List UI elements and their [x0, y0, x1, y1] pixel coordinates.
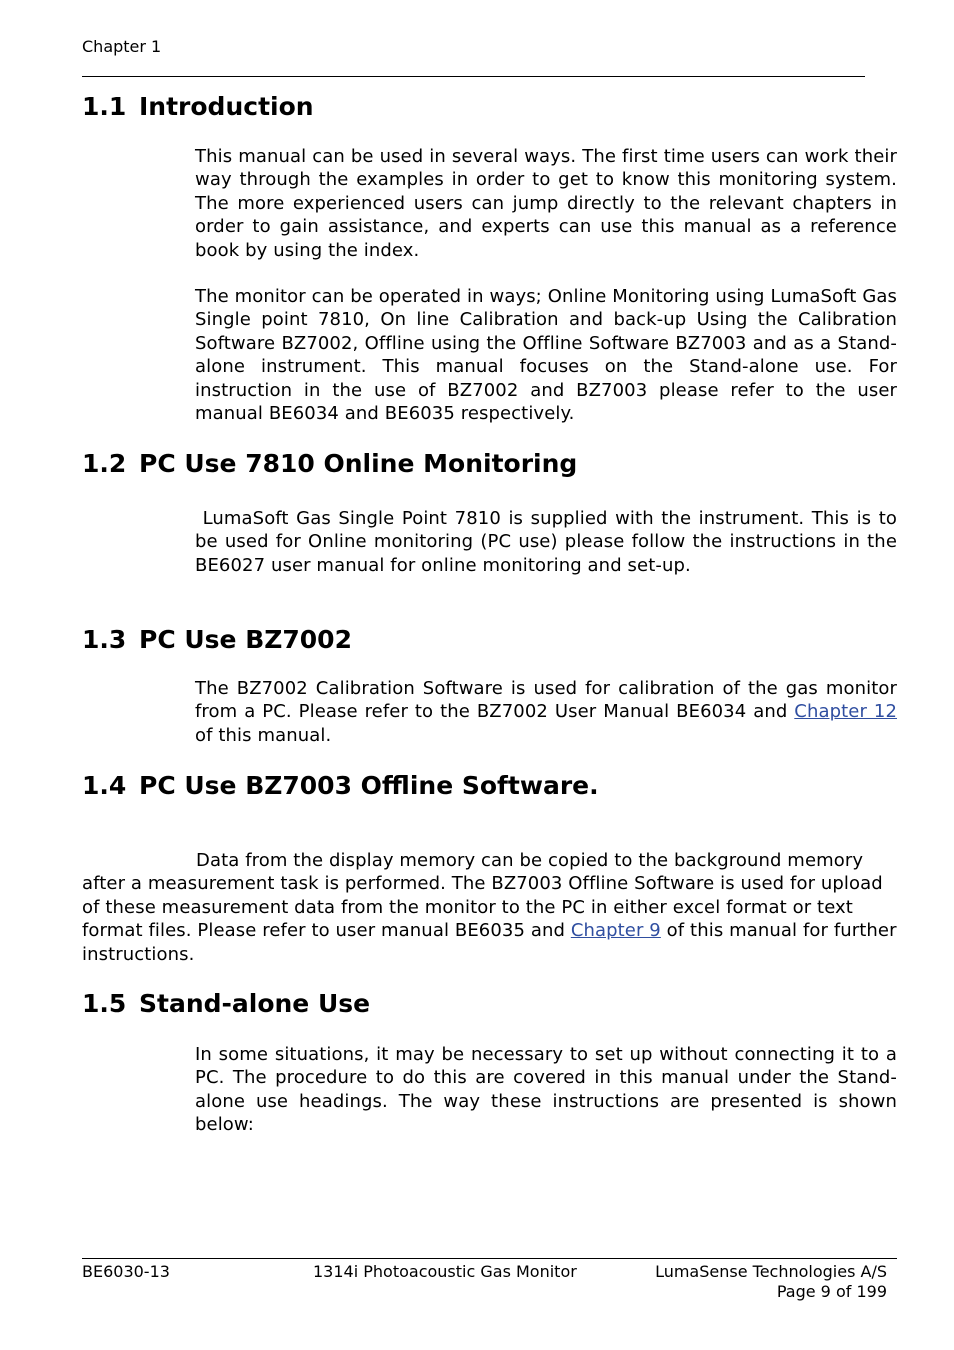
section-title: PC Use BZ7002	[139, 625, 352, 654]
footer-doc-number: BE6030-13	[82, 1262, 170, 1281]
bz7003-paragraph: Data from the display memory can be copied to the background memory after a measurement task is performed. The BZ7003 Offline Software is used for upload of these measurement data from the monitor to the PC in either excel format or text format files. Please refer to user manual BE6035 and Chapter 9 of this manual for further instructions.	[82, 850, 897, 965]
bz7002-paragraph: The BZ7002 Calibration Software is used for calibration of the gas monitor from a PC. Please refer to the BZ7002 User Manual BE6034 and Chapter 12 of this manual.	[195, 678, 897, 746]
online-monitoring-paragraph: LumaSoft Gas Single Point 7810 is supplied with the instrument. This is to be used for Online monitoring (PC use) please follow the instructions in the BE6027 user manual for online monitoring and set-up.	[195, 508, 897, 576]
footer-company-page	[655, 1262, 887, 1302]
section-title: Introduction	[139, 92, 314, 121]
footer-rule	[82, 1258, 897, 1259]
intro-paragraph-2: The monitor can be operated in ways; Online Monitoring using LumaSoft Gas Single point 7810, On line Calibration and back-up Using the Calibration Software BZ7002, Offline using the Offline Software BZ7003 and as a Stand-alone instrument. This manual focuses on the Stand-alone use. For instruction in the use of BZ7002 and BZ7003 please refer to the user manual BE6034 and BE6035 respectively.	[195, 286, 897, 425]
stand-alone-paragraph: In some situations, it may be necessary to set up without connecting it to a PC. The procedure to do this are covered in this manual under the Stand-alone use headings. The way these instructions are presented is shown below:	[195, 1044, 897, 1136]
section-number: 1.2	[82, 449, 127, 478]
section-title: PC Use 7810 Online Monitoring	[139, 449, 578, 478]
section-number: 1.3	[82, 625, 127, 654]
section-heading-introduction	[82, 92, 314, 122]
section-number: 1.5	[82, 989, 127, 1018]
section-number: 1.4	[82, 771, 127, 800]
section-number: 1.1	[82, 92, 127, 121]
chapter-9-link[interactable]: Chapter 9	[570, 920, 661, 942]
section-heading-online-monitoring	[82, 449, 577, 479]
section-title: Stand-alone Use	[139, 989, 371, 1018]
footer-company: LumaSense Technologies A/S	[655, 1262, 887, 1281]
footer-page-number: Page 9 of 199	[776, 1282, 887, 1301]
chapter-12-link[interactable]: Chapter 12	[794, 701, 897, 723]
section-heading-stand-alone	[82, 989, 370, 1019]
intro-paragraph-1: This manual can be used in several ways. The first time users can work their way through the examples in order to get to know this monitoring system. The more experienced users can jump directly to the relevant chapters in order to gain assistance, and experts can use this manual as a reference book by using the index.	[195, 146, 897, 261]
running-header-chapter: Chapter 1	[82, 37, 162, 56]
section-heading-bz7003	[82, 771, 599, 801]
footer-product: 1314i Photoacoustic Gas Monitor	[313, 1262, 577, 1281]
section-title: PC Use BZ7003 Offline Software.	[139, 771, 599, 800]
section-heading-bz7002	[82, 625, 352, 655]
header-rule	[82, 76, 865, 77]
